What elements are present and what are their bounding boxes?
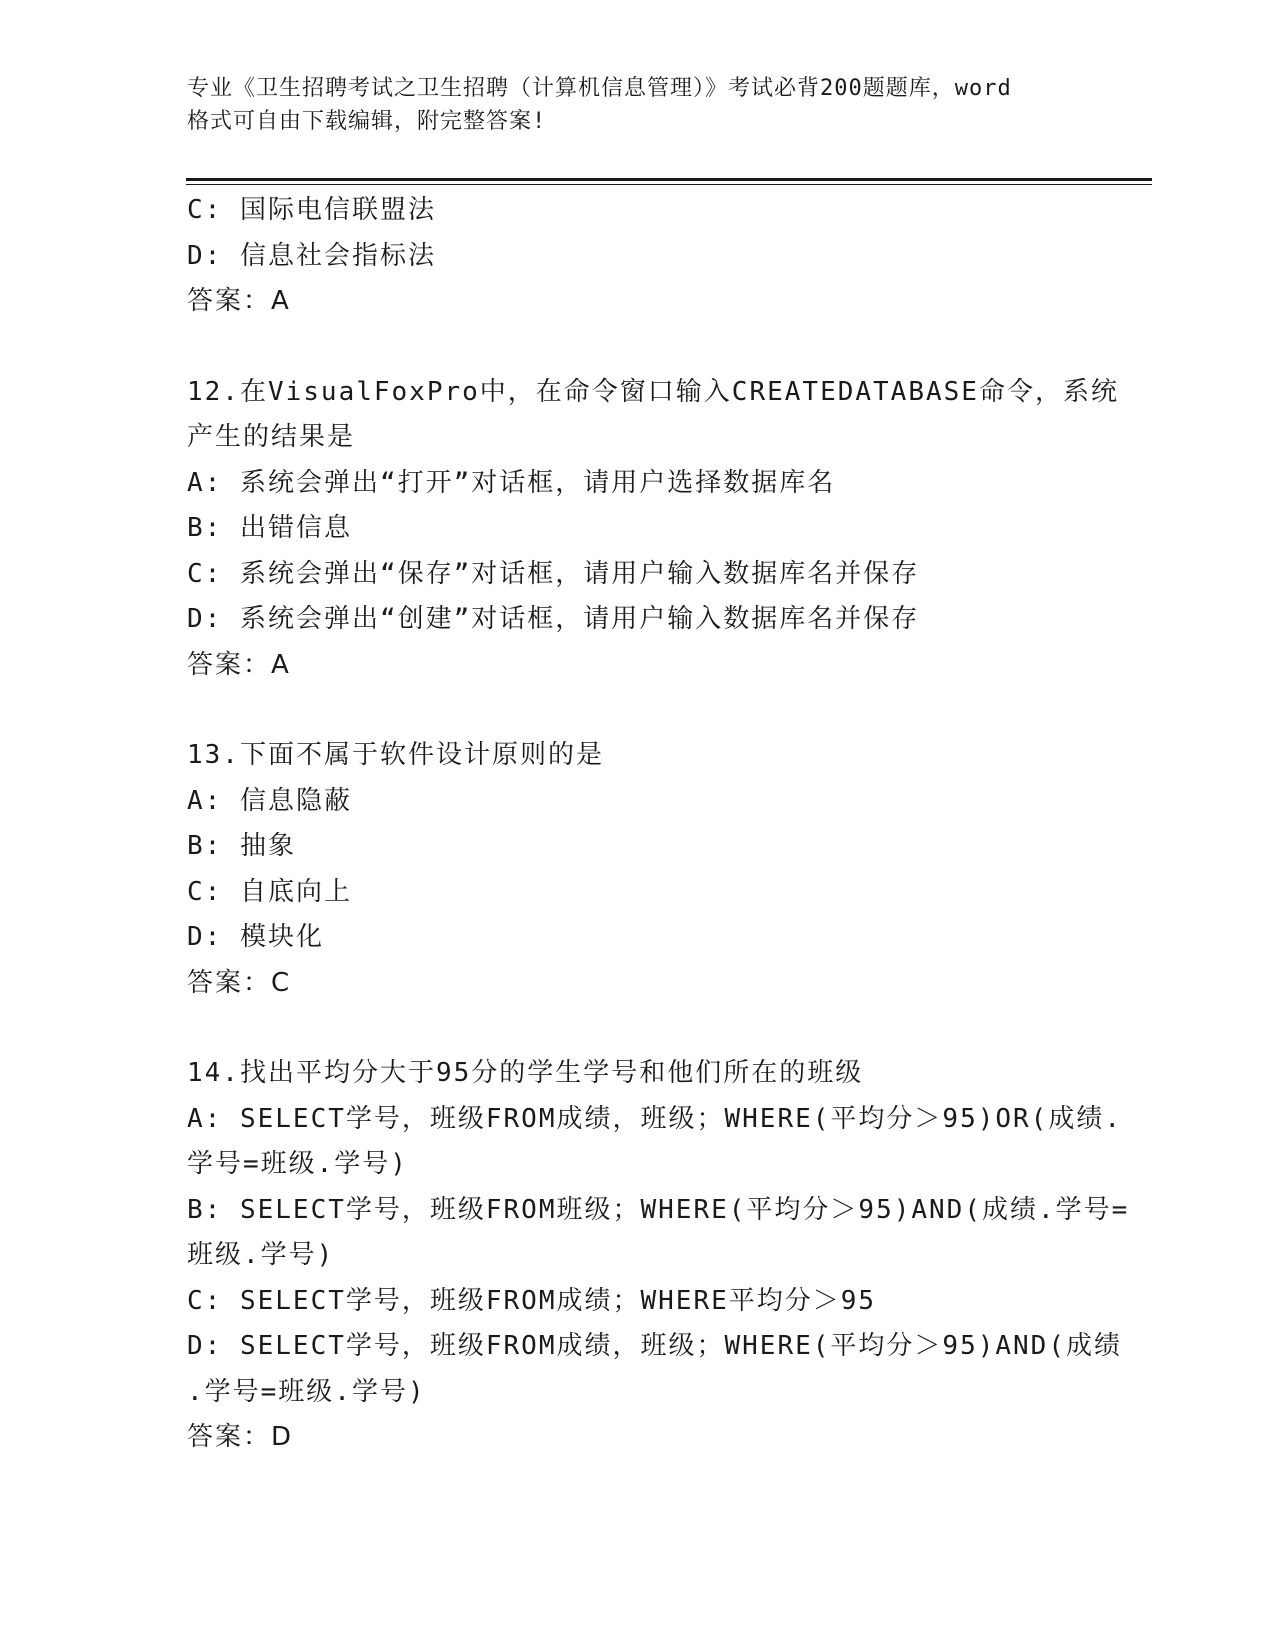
- option-b-continued: 班级.学号): [187, 1240, 335, 1270]
- question-13: [187, 733, 1087, 1006]
- option-c: C: SELECT学号，班级FROM成绩；WHERE平均分＞95: [187, 1285, 877, 1316]
- option-a: A: 信息隐蔽: [187, 785, 352, 816]
- option-d: D: 信息社会指标法: [187, 240, 436, 271]
- option-d: D: 系统会弹出“创建”对话框，请用户输入数据库名并保存: [187, 604, 920, 634]
- question-stem: 14.找出平均分大于95分的学生学号和他们所在的班级: [187, 1058, 864, 1088]
- header-divider-thick: [186, 178, 1152, 181]
- answer-line: 答案：A: [187, 649, 291, 680]
- option-a: A: 系统会弹出“打开”对话框，请用户选择数据库名: [187, 467, 836, 498]
- answer-line: 答案：A: [187, 286, 291, 316]
- option-d: D: SELECT学号，班级FROM成绩，班级；WHERE(平均分＞95)AND(成绩: [187, 1331, 1122, 1361]
- document-header: [187, 72, 1087, 138]
- option-d: D: 模块化: [187, 922, 324, 952]
- option-c: C: 国际电信联盟法: [187, 195, 436, 225]
- option-b: B: SELECT学号，班级FROM班级；WHERE(平均分＞95)AND(成绩.学号=: [187, 1194, 1130, 1225]
- option-d-continued: .学号=班级.学号): [187, 1376, 426, 1407]
- spacer: [187, 325, 1087, 370]
- spacer: [187, 688, 1087, 733]
- option-c: C: 自底向上: [187, 876, 352, 907]
- option-a-continued: 学号=班级.学号): [187, 1149, 408, 1179]
- question-12: [187, 370, 1119, 689]
- question-stem: 13.下面不属于软件设计原则的是: [187, 740, 604, 770]
- question-stem: 12.在VisualFoxPro中，在命令窗口输入CREATEDATABASE命令，系统: [187, 376, 1119, 407]
- answer-line: 答案：C: [187, 967, 292, 998]
- option-a: A: SELECT学号，班级FROM成绩，班级；WHERE(平均分＞95)OR(成绩.: [187, 1103, 1122, 1134]
- question-stem-continued: 产生的结果是: [187, 422, 356, 452]
- spacer: [187, 1006, 1087, 1051]
- option-c: C: 系统会弹出“保存”对话框，请用户输入数据库名并保存: [187, 558, 920, 589]
- option-b: B: 出错信息: [187, 513, 352, 543]
- option-b: B: 抽象: [187, 831, 296, 861]
- answer-line: 答案：D: [187, 1422, 294, 1452]
- header-line-2: 格式可自由下载编辑，附完整答案!: [187, 109, 547, 134]
- question-list: [187, 188, 1130, 1461]
- header-line-1: 专业《卫生招聘考试之卫生招聘（计算机信息管理）》考试必背200题题库，word: [187, 76, 1012, 101]
- question-11-tail: [187, 188, 1087, 325]
- header-divider-thin: [186, 184, 1152, 185]
- question-14: [187, 1051, 1130, 1461]
